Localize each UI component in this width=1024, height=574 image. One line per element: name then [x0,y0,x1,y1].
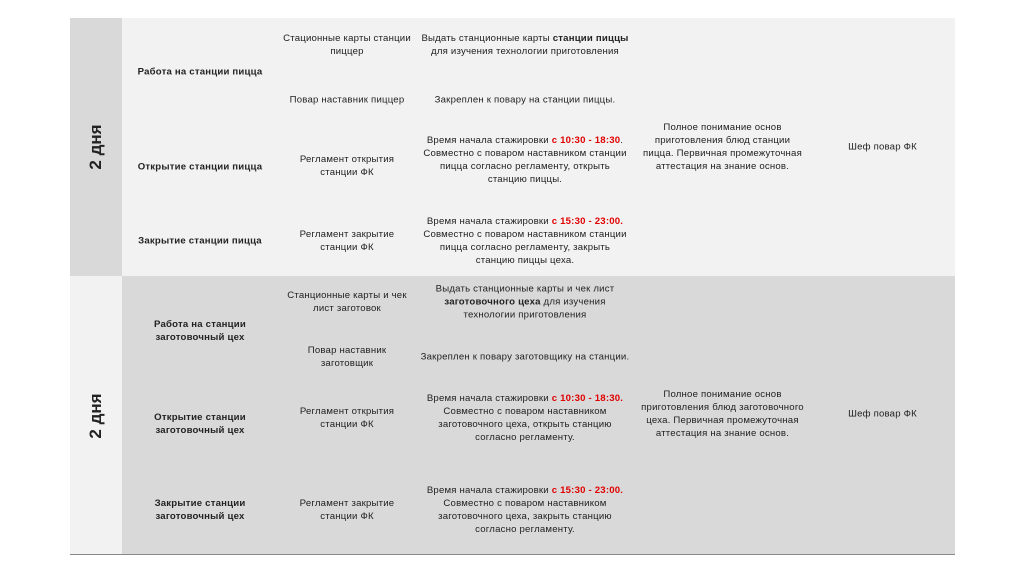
document-name: Регламент открытия станции ФК [299,406,395,430]
day-block [70,276,955,555]
description-part: Выдать станционные карты [421,33,553,44]
document-name: Станционные карты и чек лист заготовок [287,290,407,314]
description-part: с 15:30 - 23:00. [551,216,624,227]
task-name: Работа на станции заготовочный цех [154,319,246,343]
document-name: Повар наставник заготовщик [307,345,387,369]
description-part: для изучения технологии приготовления [463,296,606,321]
responsible-person: Шеф повар ФК [848,408,917,420]
day-block [70,18,955,276]
description-part: заготовочного цеха [444,296,541,308]
document-name: Регламент закрытие станции ФК [299,229,395,253]
task-name: Работа на станции пицца [137,66,263,78]
task-description [420,32,630,58]
description-part: Время начала стажировки [426,393,552,404]
task-description [420,392,630,444]
description-part: Совместно с поваром наставником заготовочного цеха, открыть станцию согласно регламенту. [438,406,612,443]
task-name: Открытие станции пицца [137,161,263,173]
description-part: Время начала стажировки [426,135,552,146]
document-name: Повар наставник пиццер [289,94,405,106]
description-part: Выдать станционные карты и чек лист [435,283,615,295]
document-name: Регламент закрытие станции ФК [299,498,395,522]
description-part: станции пиццы [552,33,629,44]
description-part: с 10:30 - 18:30 [551,135,621,146]
task-name: Закрытие станции заготовочный цех [154,498,246,522]
task-name: Открытие станции заготовочный цех [154,412,246,436]
table-bottom-divider [70,554,955,555]
task-description [420,134,630,186]
expected-result: Полное понимание основ приготовления блюд заготовочного цеха. Первичная промежуточная аттестация на знание основ. [641,389,804,439]
description-part: для изучения технологии приготовления [431,46,619,57]
description-part: Совместно с поваром наставником станции пицца согласно регламенту, закрыть станцию пиццы цеха. [423,229,627,266]
description-part: Совместно с поваром наставником заготовочного цеха, закрыть станцию согласно регламенту. [438,498,612,535]
task-name: Закрытие станции пицца [138,235,262,247]
day-label: 2 дня [86,124,105,170]
task-description [420,351,630,364]
description-part: Время начала стажировки [426,216,552,227]
task-description [420,283,630,322]
description-part: с 15:30 - 23:00. [551,485,624,496]
description-part: Время начала стажировки [426,485,552,496]
task-description [420,484,630,536]
expected-result: Полное понимание основ приготовления блюд станции пицца. Первичная промежуточная аттестация на знание основ. [643,122,802,172]
responsible-person: Шеф повар ФК [848,141,917,153]
description-part: Закреплен к повару заготовщику на станции. [420,351,630,363]
day-cell [70,276,122,555]
description-part: с 10:30 - 18:30. [551,393,624,404]
document-name: Регламент открытия станции ФК [299,154,395,178]
day-cell [70,18,122,276]
task-description [420,215,630,267]
description-part: . Совместно с поваром наставником станции пицца согласно регламенту, открыть станцию пиццы. [423,135,627,185]
document-name: Стационные карты станции пиццер [283,33,411,57]
day-label: 2 дня [86,392,105,439]
description-part: Закреплен к повару на станции пиццы. [434,94,616,106]
task-description [420,94,630,107]
